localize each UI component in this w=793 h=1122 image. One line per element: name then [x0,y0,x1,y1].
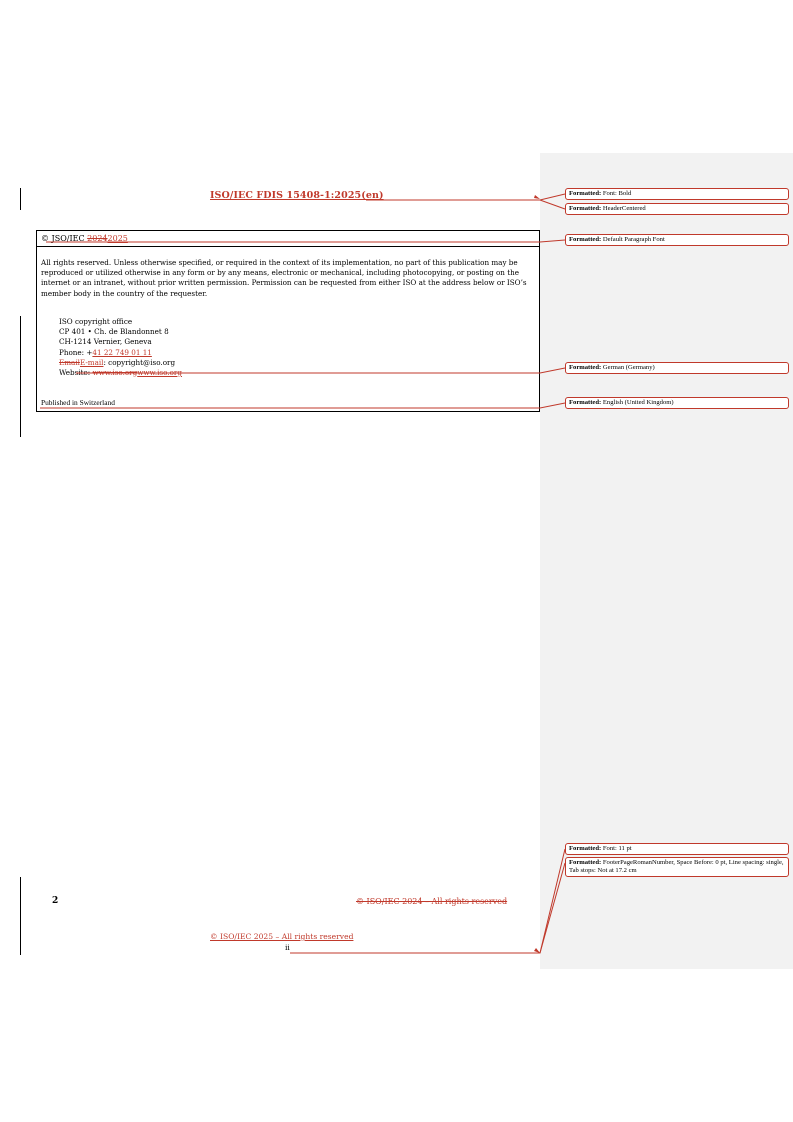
balloon-text: Default Paragraph Font [601,236,665,243]
email-value: : copyright@iso.org [103,357,176,367]
address-office: ISO copyright office [59,317,133,326]
balloon-text: HeaderCentered [601,205,646,212]
email-deleted: Email [59,357,80,367]
website-label: Website: [59,368,93,378]
rights-paragraph[interactable]: All rights reserved. Unless otherwise specified, or required in the context of its implementation, no part of this publication may be reproduced or utilized otherwise in any form or by any means, electronic or mechanical, including photocopying, or posting on the internet or an intranet, without prior written permission. Permission can be requested from either ISO at the address below or ISO’s member body in the country of the requester. [41,258,527,298]
footer-page-number: 2 [52,896,59,906]
address-line2: CH-1214 Vernier, Geneva [59,337,152,347]
balloon-english-uk[interactable] [565,397,789,409]
copyright-box [36,230,540,412]
copyright-org: JSO/IEC [51,234,85,243]
balloon-text: English (United Kingdom) [601,399,674,406]
balloon-label: Formatted: [569,236,602,243]
balloon-header-centered[interactable] [565,203,789,215]
balloon-text: FooterPageRomanNumber, Space Before: 0 pt, Line spacing: single, Tab stops: Not at 17.2 cm [569,859,784,874]
copyright-inserted-year: 2025 [107,234,128,243]
copyright-symbol: © [41,234,49,243]
phone-number: 41 22 749 01 11 [92,347,152,357]
balloon-label: Formatted: [569,190,602,197]
published-line[interactable]: Published in Switzerland [41,398,115,407]
balloon-label: Formatted: [569,859,602,866]
balloon-font-11pt[interactable] [565,843,789,855]
copyright-divider [37,246,539,247]
balloon-label: Formatted: [569,399,602,406]
copyright-deleted-year: 2024 [87,234,108,243]
balloon-text: Font: Bold [601,190,632,197]
balloon-german[interactable] [565,362,789,374]
balloon-font-bold[interactable] [565,188,789,200]
footer-old-copyright: © ISO/IEC 2024 – All rights reserved [356,897,508,906]
website-inserted[interactable]: www.iso.org [137,368,182,378]
balloon-label: Formatted: [569,845,602,852]
copyright-line[interactable] [41,234,128,243]
address-phone [59,348,182,358]
footer-new-copyright[interactable]: © ISO/IEC 2025 – All rights reserved [210,932,354,941]
balloon-text: German (Germany) [601,364,655,371]
balloon-label: Formatted: [569,205,602,212]
balloon-label: Formatted: [569,364,602,371]
balloon-default-paragraph-font[interactable] [565,234,789,246]
balloon-text: Font: 11 pt [601,845,632,852]
website-deleted: www.iso.org [92,368,138,378]
address-website [59,368,182,378]
header-document-title[interactable]: ISO/IEC FDIS 15408-1:2025(en) [210,190,384,201]
footer-roman-number[interactable]: ii [285,943,290,952]
address-line1: CP 401 • Ch. de Blandonnet 8 [59,327,169,337]
change-bar-header [20,188,21,210]
balloon-footer-roman[interactable] [565,857,789,877]
phone-label: Phone: + [59,347,93,357]
address-email [59,358,182,368]
address-block[interactable] [59,317,182,378]
change-bar-footer [20,877,21,955]
email-inserted: E-mail [79,357,104,367]
change-bar-address [20,316,21,437]
